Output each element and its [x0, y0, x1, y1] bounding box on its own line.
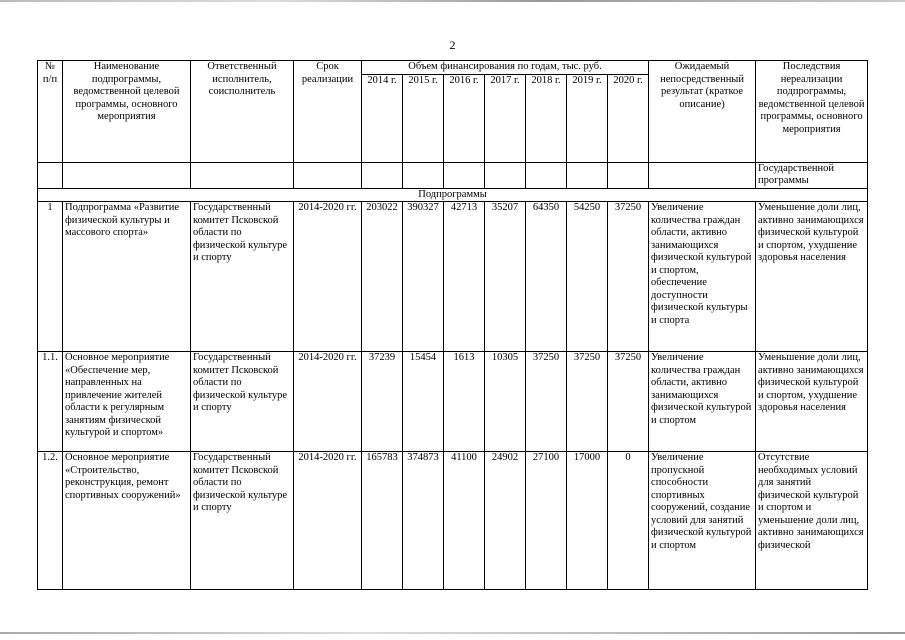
header-year: 2019 г. — [567, 74, 608, 162]
row-result: Увеличение пропускной способности спортивных сооружений, создание условий для занятий физической культурой и спортом — [649, 452, 756, 590]
header-consequences: Последствия нереализации подпрограммы, ведомственной целевой программы, основного мероприятия — [756, 61, 868, 163]
row-num: 1.2. — [38, 452, 63, 590]
header-year: 2014 г. — [362, 74, 403, 162]
row-consequences: Уменьшение доли лиц, активно занимающихся физической культурой и спортом, ухудшение здоровья населения — [756, 202, 868, 352]
row-value: 54250 — [567, 202, 608, 352]
row-value: 10305 — [485, 352, 526, 452]
row-value: 35207 — [485, 202, 526, 352]
row-value: 203022 — [362, 202, 403, 352]
row-term: 2014-2020 гг. — [294, 452, 362, 590]
row-term: 2014-2020 гг. — [294, 202, 362, 352]
row-value: 390327 — [403, 202, 444, 352]
header-funding: Объем финансирования по годам, тыс. руб. — [362, 61, 649, 75]
row-executor: Государственный комитет Псковской области по физической культуре и спорту — [191, 352, 294, 452]
row-consequences: Отсутствие необходимых условий для занятий физической культурой и спортом и уменьшение доли лиц, активно занимающихся физической — [756, 452, 868, 590]
row-value: 37250 — [608, 352, 649, 452]
row-value: 15454 — [403, 352, 444, 452]
row-value: 24902 — [485, 452, 526, 590]
row-name: Подпрограмма «Развитие физической культуры и массового спорта» — [63, 202, 191, 352]
section-row — [38, 188, 868, 202]
header-result: Ожидаемый непосредственный результат (краткое описание) — [649, 61, 756, 163]
row-value: 64350 — [526, 202, 567, 352]
row-value: 37250 — [608, 202, 649, 352]
scan-edge-bottom — [0, 632, 905, 634]
header-term: Срок реализации — [294, 61, 362, 163]
row-executor: Государственный комитет Псковской области по физической культуре и спорту — [191, 452, 294, 590]
row-executor: Государственный комитет Псковской области по физической культуре и спорту — [191, 202, 294, 352]
header-row-1 — [38, 61, 868, 75]
row-term: 2014-2020 гг. — [294, 352, 362, 452]
page-number: 2 — [449, 38, 456, 52]
row-num: 1 — [38, 202, 63, 352]
header-year: 2017 г. — [485, 74, 526, 162]
row-consequences: Уменьшение доли лиц, активно занимающихся физической культурой и спортом, ухудшение здоровья населения — [756, 352, 868, 452]
header-year: 2015 г. — [403, 74, 444, 162]
row-name: Основное мероприятие «Строительство, реконструкция, ремонт спортивных сооружений» — [63, 452, 191, 590]
header-consequences-tail: Государственной программы — [756, 162, 868, 188]
row-value: 27100 — [526, 452, 567, 590]
section-title: Подпрограммы — [38, 188, 868, 202]
table-row — [38, 352, 868, 452]
row-value: 374873 — [403, 452, 444, 590]
row-value: 37239 — [362, 352, 403, 452]
header-num: № п/п — [38, 61, 63, 163]
row-num: 1.1. — [38, 352, 63, 452]
header-year: 2020 г. — [608, 74, 649, 162]
header-year: 2018 г. — [526, 74, 567, 162]
scan-edge-top — [0, 0, 905, 2]
header-executor: Ответственный исполнитель, соисполнитель — [191, 61, 294, 163]
row-value: 37250 — [526, 352, 567, 452]
row-value: 42713 — [444, 202, 485, 352]
row-value: 0 — [608, 452, 649, 590]
header-continuation-row — [38, 162, 868, 188]
table-row — [38, 202, 868, 352]
header-name: Наименование подпрограммы, ведомственной целевой программы, основного мероприятия — [63, 61, 191, 163]
row-result: Увеличение количества граждан области, активно занимающихся физической культурой и спортом, обеспечение доступности физической культуры и спорта — [649, 202, 756, 352]
header-year: 2016 г. — [444, 74, 485, 162]
row-value: 17000 — [567, 452, 608, 590]
row-value: 1613 — [444, 352, 485, 452]
table-row — [38, 452, 868, 590]
row-result: Увеличение количества граждан области, активно занимающихся физической культурой и спортом — [649, 352, 756, 452]
row-value: 41100 — [444, 452, 485, 590]
program-table — [37, 60, 868, 590]
row-value: 165783 — [362, 452, 403, 590]
row-value: 37250 — [567, 352, 608, 452]
row-name: Основное мероприятие «Обеспечение мер, направленных на привлечение жителей области к регулярным занятиям физической культурой и спортом» — [63, 352, 191, 452]
